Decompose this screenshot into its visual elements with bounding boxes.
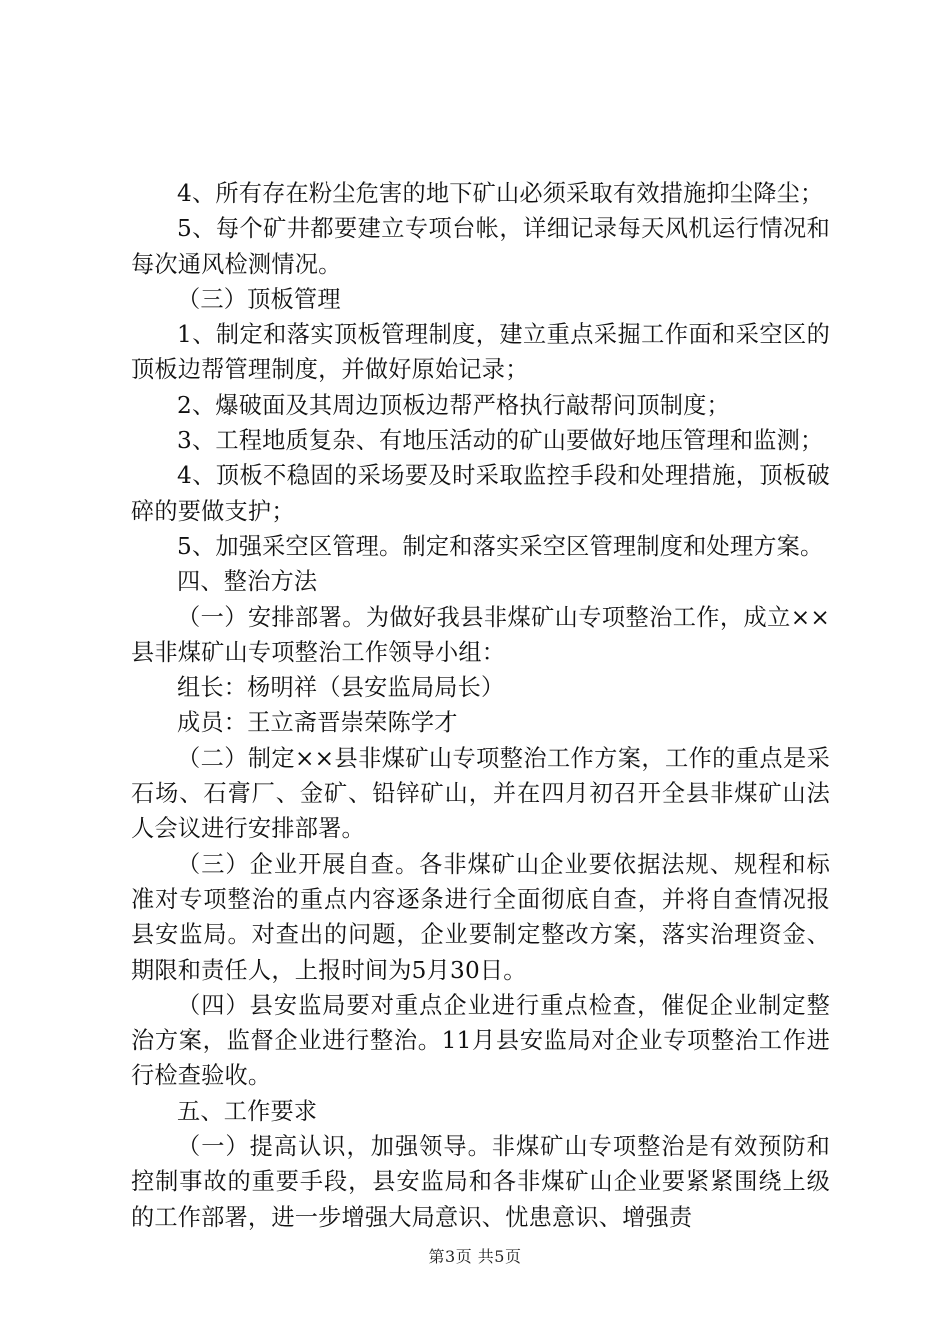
paragraph: 3、工程地质复杂、有地压活动的矿山要做好地压管理和监测；	[177, 427, 824, 455]
section-heading: 五、工作要求	[177, 1097, 318, 1125]
paragraph: 成员：王立斋晋崇荣陈学才	[177, 709, 458, 737]
paragraph: （二）制定××县非煤矿山专项整治工作方案，工作的重点是采石场、石膏厂、金矿、铅锌矿山，并在四月初召开全县非煤矿山法人会议进行安排部署。	[131, 744, 830, 843]
section-heading: 四、整治方法	[177, 568, 318, 596]
paragraph: 5、加强采空区管理。制定和落实采空区管理制度和处理方案。	[177, 532, 824, 560]
document-body	[131, 176, 830, 1235]
page-footer	[0, 1244, 950, 1267]
paragraph: 1、制定和落实顶板管理制度，建立重点采掘工作面和采空区的顶板边帮管理制度，并做好原始记录；	[131, 321, 830, 384]
paragraph: （四）县安监局要对重点企业进行重点检查，催促企业制定整治方案，监督企业进行整治。11月县安监局对企业专项整治工作进行检查验收。	[131, 991, 830, 1090]
paragraph: （一）安排部署。为做好我县非煤矿山专项整治工作，成立××县非煤矿山专项整治工作领导小组：	[131, 603, 830, 666]
paragraph: （三）企业开展自查。各非煤矿山企业要依据法规、规程和标准对专项整治的重点内容逐条进行全面彻底自查，并将自查情况报县安监局。对查出的问题，企业要制定整改方案，落实治理资金、期限和责任人，上报时间为5月30日。	[131, 850, 830, 984]
section-heading: （三）顶板管理	[177, 285, 341, 313]
paragraph: 4、所有存在粉尘危害的地下矿山必须采取有效措施抑尘降尘；	[177, 180, 824, 207]
paragraph: （一）提高认识，加强领导。非煤矿山专项整治是有效预防和控制事故的重要手段，县安监局和各非煤矿山企业要紧紧围绕上级的工作部署，进一步增强大局意识、忧患意识、增强责	[131, 1133, 830, 1231]
paragraph: 2、爆破面及其周边顶板边帮严格执行敲帮问顶制度；	[177, 391, 730, 419]
paragraph: 组长：杨明祥（县安监局局长）	[177, 674, 505, 702]
page-number: 第3页 共5页	[428, 1247, 522, 1266]
paragraph: 4、顶板不稳固的采场要及时采取监控手段和处理措施，顶板破碎的要做支护；	[131, 462, 830, 525]
paragraph: 5、每个矿井都要建立专项台帐，详细记录每天风机运行情况和每次通风检测情况。	[131, 215, 830, 278]
